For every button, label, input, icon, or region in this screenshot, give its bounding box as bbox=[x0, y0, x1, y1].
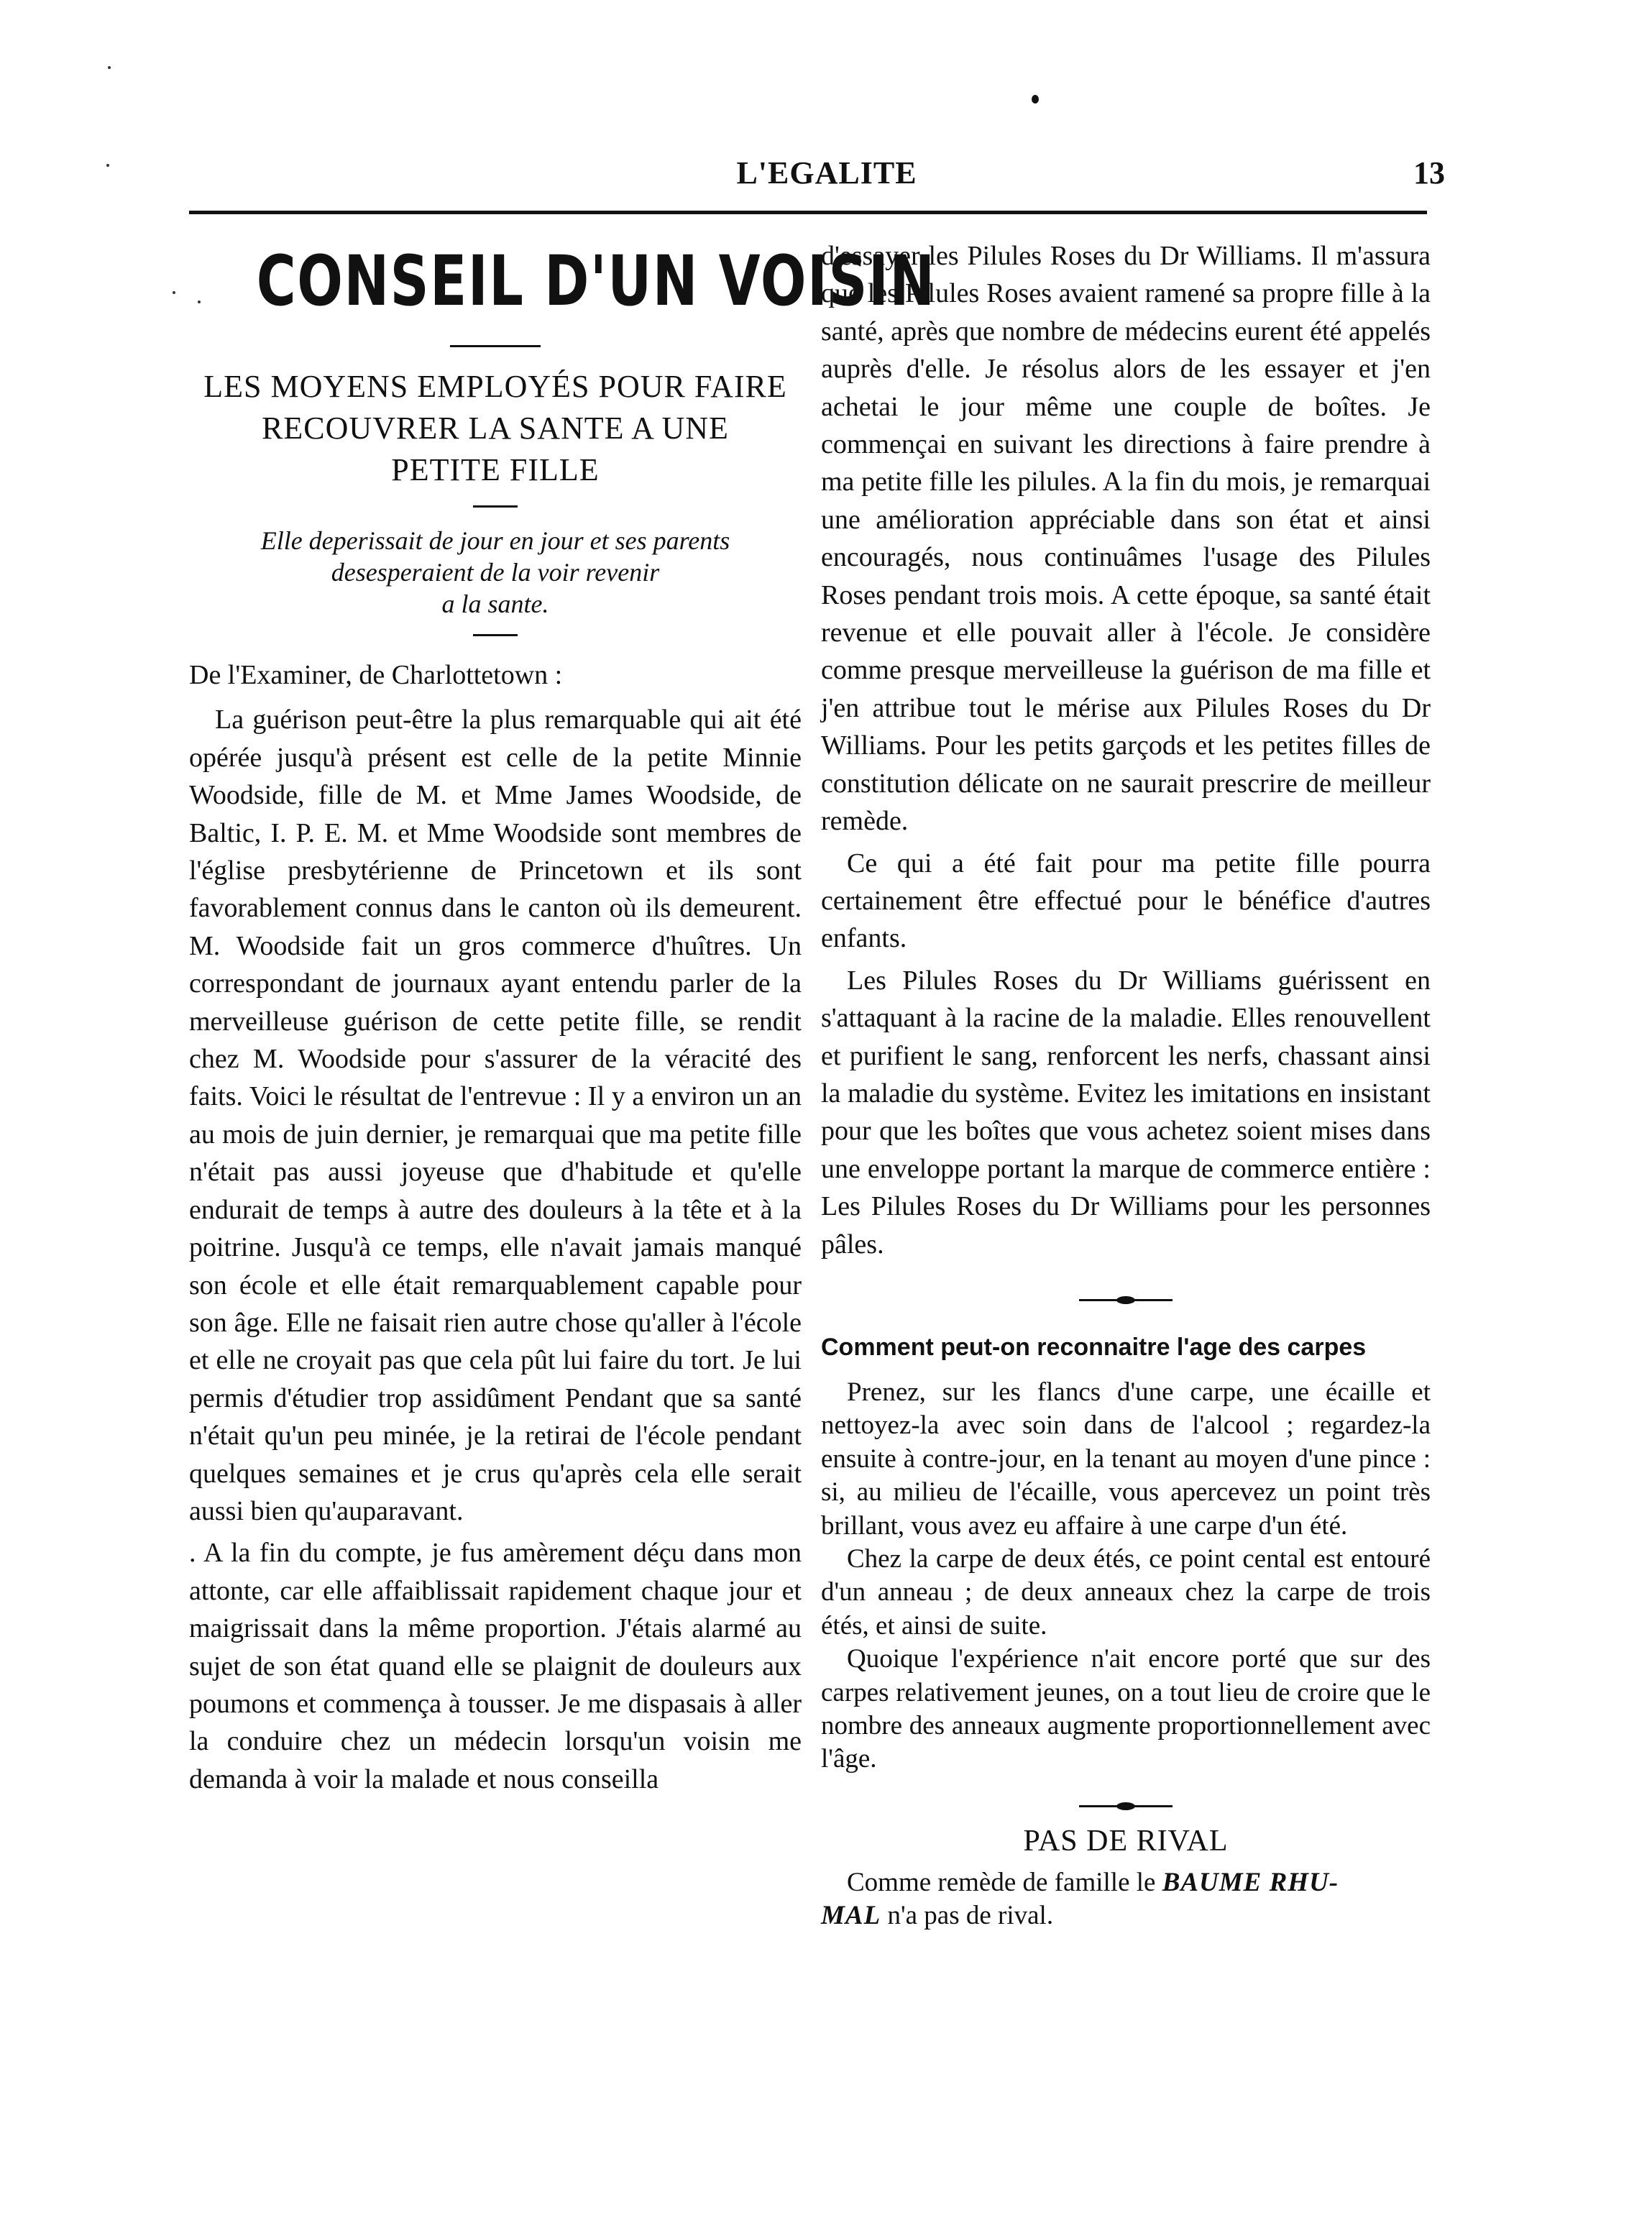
ink-speck bbox=[108, 66, 111, 69]
section-heading: Comment peut-on reconnaitre l'age des carpes bbox=[821, 1333, 1367, 1361]
ink-dot bbox=[1032, 95, 1039, 104]
subhead-line: LES MOYENS EMPLOYÉS POUR FAIRE bbox=[203, 369, 787, 404]
body-paragraph: . A la fin du compte, je fus amèrement déçu dans mon attonte, car elle affaiblissait rapidement chaque jour et maigrissait dans la même proportion. J'étais alarmé au sujet de son état quand elle se plaignit de douleurs aux poumons et commença à tousser. Je me dispasais à aller la conduire chez un médecin lorsqu'un voisin me demanda à voir la malade et nous conseilla bbox=[189, 1538, 802, 1794]
deck-line: desesperaient de la voir revenir bbox=[331, 558, 660, 587]
deck-line: a la sante. bbox=[441, 589, 549, 618]
article-subhead bbox=[189, 366, 802, 491]
article-body bbox=[189, 656, 802, 1798]
running-head: L'EGALITE bbox=[736, 155, 917, 191]
body-paragraph: d'essayer les Pilules Roses du Dr Williams. Il m'assura que les Pilules Roses avaient ramené sa propre fille à la santé, après que nombre de médecins eurent été appelés auprès d'elle. Je résolus alors de les essayer et j'en achetai le jour même une couple de boîtes. Je commençai en suivant les directions à faire prendre à ma petite fille les pilules. A la fin du mois, je remarquai une amélioration appréciable dans son état et ainsi encouragés, nous continuâmes l'usage des Pilules Roses pendant trois mois. A cette époque, sa santé était revenue et elle pouvait aller à l'école. Je considère comme presque merveilleuse la guérison de ma fille et j'en attribue tout le mérise aux Pilules Roses du Dr Williams. Pour les petits garçods et les petites filles de constitution délicate on ne saurait prescrire de meilleur remède. bbox=[821, 241, 1431, 837]
source-line: De l'Examiner, de Charlottetown : bbox=[189, 660, 563, 690]
body-paragraph: Quoique l'expérience n'ait encore porté que sur des carpes relativement jeunes, on a tout lieu de croire que le nombre des anneaux augmente proportionnellement avec l'âge. bbox=[821, 1644, 1431, 1774]
header-rule bbox=[189, 211, 1427, 214]
body-paragraph: Les Pilules Roses du Dr Williams guérissent en s'attaquant à la racine de la maladie. Elles renouvellent et purifient le sang, renforcent les nerfs, chassant ainsi la maladie du système. Evitez les imitations en insistant pour que les boîtes que vous achetez soient mises dans une enveloppe portant la marque de commerce entière : Les Pilules Roses du Dr Williams pour les personnes pâles. bbox=[821, 965, 1431, 1260]
section-heading: PAS DE RIVAL bbox=[1023, 1824, 1229, 1858]
product-name: MAL bbox=[821, 1901, 881, 1931]
body-paragraph: La guérison peut-être la plus remarquable qui ait été opérée jusqu'à présent est celle de la petite Minnie Woodside, fille de M. et Mme James Woodside, de Baltic, I. P. E. M. et Mme Woodside sont membres de l'église presbytérienne de Princetown et ils sont favorablement connus dans le canton où ils demeurent. M. Woodside fait un gros commerce d'huîtres. Un correspondant de journaux ayant entendu parler de la merveilleuse guérison de cette petite fille, se rendit chez M. Woodside pour s'assurer de la véracité des faits. Voici le résultat de l'entrevue : Il y a environ un an au mois de juin dernier, je remarquai que ma petite fille n'était pas aussi joyeuse que d'habitude et qu'elle endurait de temps à autre des douleurs à la tête et à la poitrine. Jusqu'à ce temps, elle n'avait jamais manqué son école et elle était remarquablement capable pour son âge. Elle ne faisait rien autre chose qu'aller à l'école et elle ne croyait pas que cela pût lui faire du tort. Je lui permis d'étudier trop assidûment Pendant que sa santé n'était qu'un peu minée, je la retirai de l'école pendant quelques semaines et je crus qu'après cela elle serait aussi bien qu'auparavant. bbox=[189, 705, 802, 1526]
right-column bbox=[821, 237, 1431, 1933]
product-name: BAUME RHU- bbox=[1162, 1867, 1339, 1897]
body-paragraph bbox=[821, 1866, 1431, 1933]
article-headline: CONSEIL D'UN VOISIN bbox=[256, 241, 936, 321]
divider bbox=[450, 345, 541, 347]
ornament-divider bbox=[1079, 1299, 1173, 1301]
ink-speck bbox=[173, 291, 175, 294]
rival-article bbox=[821, 1866, 1431, 1933]
article-deck bbox=[189, 525, 802, 620]
carp-article bbox=[821, 1376, 1431, 1776]
divider bbox=[473, 634, 518, 636]
body-paragraph: Prenez, sur les flancs d'une carpe, une écaille et nettoyez-la avec soin dans de l'alcool ; regardez-la ensuite à contre-jour, en la tenant au moyen d'une pince : si, au milieu de l'écaille, vous apercevez un point très brillant, vous avez eu affaire à une carpe d'un été. bbox=[821, 1377, 1431, 1541]
page-number: 13 bbox=[1413, 155, 1445, 191]
article-continuation bbox=[821, 237, 1431, 1263]
subhead-line: PETITE FILLE bbox=[391, 452, 600, 487]
ornament-divider bbox=[1079, 1805, 1173, 1807]
left-column bbox=[189, 237, 936, 1798]
deck-line: Elle deperissait de jour en jour et ses parents bbox=[260, 526, 730, 555]
ink-speck bbox=[106, 164, 109, 167]
rival-text: Comme remède de famille le bbox=[847, 1867, 1162, 1897]
rival-text: n'a pas de rival. bbox=[881, 1901, 1054, 1931]
body-paragraph: Chez la carpe de deux étés, ce point cental est entouré d'un anneau ; de deux anneaux chez la carpe de trois étés, et ainsi de suite. bbox=[821, 1544, 1431, 1641]
divider bbox=[473, 505, 518, 508]
subhead-line: RECOUVRER LA SANTE A UNE bbox=[262, 410, 729, 446]
body-paragraph: Ce qui a été fait pour ma petite fille pourra certainement être effectué pour le bénéfice d'autres enfants. bbox=[821, 848, 1431, 954]
